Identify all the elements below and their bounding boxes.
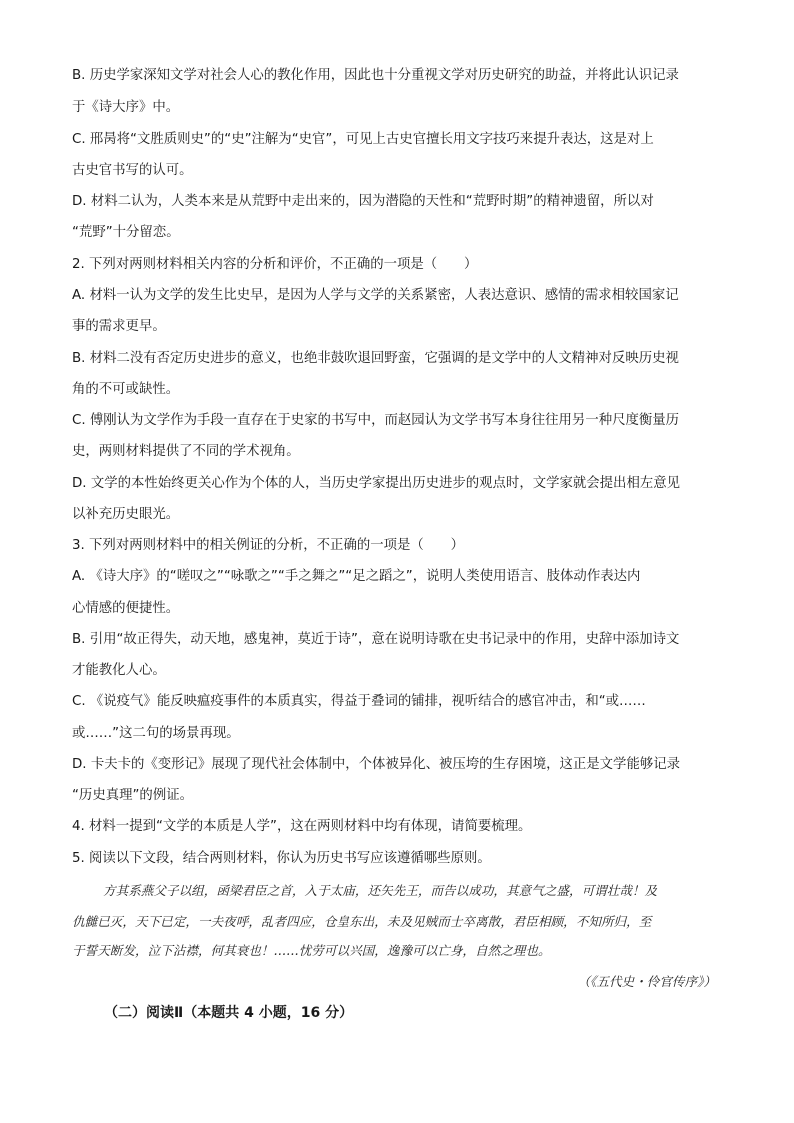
q2-option-d-line-1: D. 文学的本性始终更关心作为个体的人，当历史学家提出历史进步的观点时，文学家就会提出相左意见 xyxy=(72,476,681,491)
quote-line-3: 于誓天断发，泣下沾襟，何其衰也！……忧劳可以兴国，逸豫可以亡身，自然之理也。 xyxy=(72,943,551,958)
section-heading: （二）阅读Ⅱ（本题共 4 小题，16 分） xyxy=(104,1005,354,1021)
question-3: 3. 下列对两则材料中的相关例证的分析，不正确的一项是（ ） xyxy=(72,538,464,553)
question-2: 2. 下列对两则材料相关内容的分析和评价，不正确的一项是（ ） xyxy=(72,257,478,272)
quote-line-1: 方其系燕父子以组，函梁君臣之首，入于太庙，还矢先王，而告以成功，其意气之盛，可谓壮哉！及 xyxy=(103,883,658,898)
option-c-line-2: 古史官书写的认可。 xyxy=(72,163,193,178)
q2-option-a-line-2: 事的需求更早。 xyxy=(72,319,166,334)
q3-option-b-line-1: B. 引用“故正得失，动天地，感鬼神，莫近于诗”，意在说明诗歌在史书记录中的作用，史辞中添加诗文 xyxy=(72,632,680,647)
q2-option-d-line-2: 以补充历史眼光。 xyxy=(72,507,180,522)
q2-option-b-line-2: 角的不可或缺性。 xyxy=(72,382,180,397)
q3-option-b-line-2: 才能教化人心。 xyxy=(72,663,166,678)
q3-option-c-line-2: 或……”这二句的场景再现。 xyxy=(72,726,240,741)
q2-option-c-line-1: C. 傅刚认为文学作为手段一直存在于史家的书写中，而赵园认为文学书写本身往往用另一种尺度衡量历 xyxy=(72,413,680,428)
question-5: 5. 阅读以下文段，结合两则材料，你认为历史书写应该遵循哪些原则。 xyxy=(72,851,491,866)
option-b-line-1: B. 历史学家深知文学对社会人心的教化作用，因此也十分重视文学对历史研究的助益，并将此认识记录 xyxy=(72,68,679,83)
option-d-line-1: D. 材料二认为，人类本来是从荒野中走出来的，因为潜隐的天性和“荒野时期”的精神遗留，所以对 xyxy=(72,194,654,209)
q2-option-c-line-2: 史，两则材料提供了不同的学术视角。 xyxy=(72,444,300,459)
q3-option-a-line-2: 心情感的便捷性。 xyxy=(72,601,180,616)
option-d-line-2: “荒野”十分留恋。 xyxy=(72,225,180,240)
q3-option-d-line-2: “历史真理”的例证。 xyxy=(72,788,193,803)
quote-source: （《五代史・伶官传序》） xyxy=(577,974,716,989)
q3-option-d-line-1: D. 卡夫卡的《变形记》展现了现代社会体制中，个体被异化、被压垮的生存困境，这正是文学能够记录 xyxy=(72,757,681,772)
quote-line-2: 仇雠已灭，天下已定，一夫夜呼，乱者四应，仓皇东出，未及见贼而士卒离散，君臣相顾，不知所归，至 xyxy=(72,914,652,929)
q3-option-a-line-1: A. 《诗大序》的“嗟叹之”“咏歌之”“手之舞之”“足之蹈之”，说明人类使用语言、肢体动作表达内 xyxy=(72,569,641,584)
q2-option-b-line-1: B. 材料二没有否定历史进步的意义，也绝非鼓吹退回野蛮，它强调的是文学中的人文精神对反映历史视 xyxy=(72,351,679,366)
option-b-line-2: 于《诗大序》中。 xyxy=(72,100,180,115)
option-c-line-1: C. 邢昺将“文胜质则史”的“史”注解为“史官”，可见上古史官擅长用文字技巧来提升表达，这是对上 xyxy=(72,132,654,147)
question-4: 4. 材料一提到“文学的本质是人学”，这在两则材料中均有体现，请简要梳理。 xyxy=(72,819,532,834)
q2-option-a-line-1: A. 材料一认为文学的发生比史早，是因为人学与文学的关系紧密，人表达意识、感情的需求相较国家记 xyxy=(72,288,679,303)
q3-option-c-line-1: C. 《说疫气》能反映瘟疫事件的本质真实，得益于叠词的铺排，视听结合的感官冲击，和“或…… xyxy=(72,694,646,709)
